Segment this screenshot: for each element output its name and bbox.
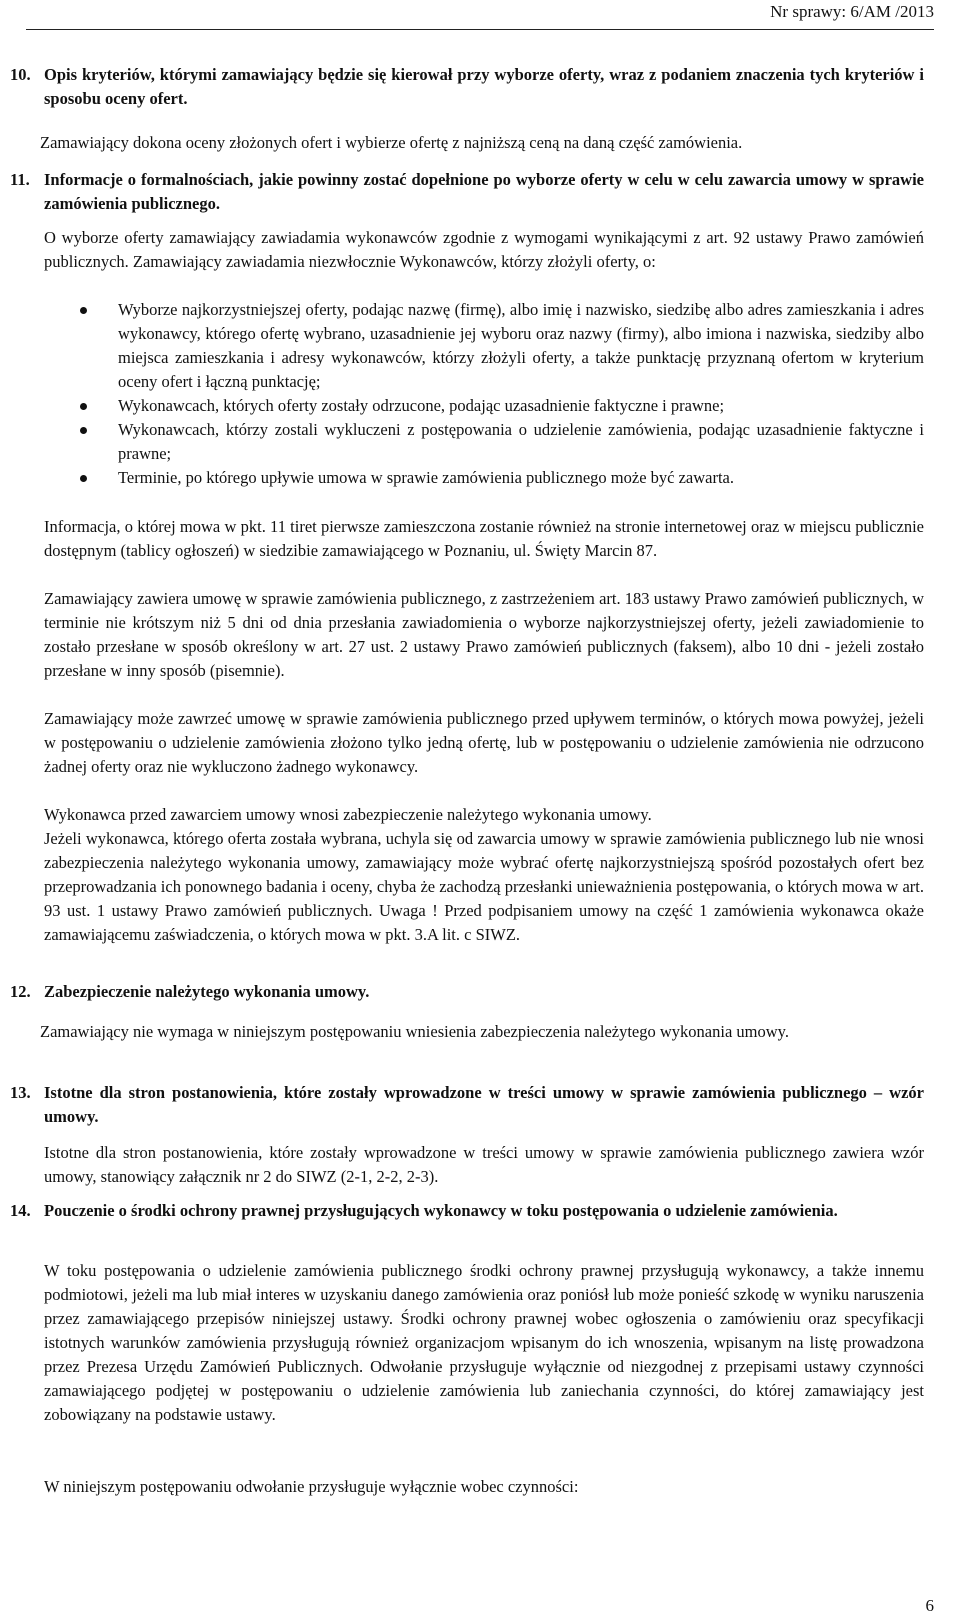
section-11-intro: O wyborze oferty zamawiający zawiadamia wykonawców zgodnie z wymogami wynikającymi z art. 92 ustawy Prawo zamówień publicznych. Zamawiający zawiadamia niezwłocznie Wykonawców, którzy złożyli oferty, o: (44, 228, 924, 271)
header-rule (26, 29, 934, 30)
section-11-paragraph-1: Informacja, o której mowa w pkt. 11 tiret pierwsze zamieszczona zostanie również na stronie internetowej oraz w miejscu publicznie dostępnym (tablicy ogłoszeń) w siedzibie zamawiającego w Poznaniu, ul. Święty Marcin 87. (44, 517, 924, 560)
section-11-paragraph-5: Jeżeli wykonawca, którego oferta została wybrana, uchyla się od zawarcia umowy w sprawie zamówienia publicznego lub nie wnosi zabezpieczenia należytego wykonania umowy, zamawiający może wybrać ofertę najkorzystniejszą spośród pozostałych ofert bez przeprowadzania ich ponownego badania i oceny, chyba że zachodzą przesłanki unieważnienia postępowania, o których mowa w art. 93 ust. 1 ustawy Prawo zamówień publicznych. Uwaga ! Przed podpisaniem umowy na część 1 zamówienia wykonawca okaże zamawiającemu zaświadczenia, o których mowa w pkt. 3.A lit. c SIWZ. (44, 829, 924, 944)
list-item: Terminie, po którego upływie umowa w sprawie zamówienia publicznego może być zawarta. (40, 466, 924, 490)
section-11-paragraph-4: Wykonawca przed zawarciem umowy wnosi zabezpieczenie należytego wykonania umowy. (44, 805, 652, 824)
section-11-paragraph-2: Zamawiający zawiera umowę w sprawie zamówienia publicznego, z zastrzeżeniem art. 183 ustawy Prawo zamówień publicznych, w terminie nie krótszym niż 5 dni od dnia przesłania zawiadomienia o wyborze najkorzystniejszej oferty, jeżeli zawiadomienie to zostało przesłane w sposób określony w art. 27 ust. 2 ustawy Prawo zamówień publicznych (faksem), albo 10 dni - jeżeli zostało przesłane w inny sposób (pisemnie). (44, 589, 924, 680)
section-14-title: Pouczenie o środki ochrony prawnej przysługujących wykonawcy w toku postępowania o udzielenie zamówienia. (44, 1201, 838, 1220)
section-12-number: 12. (10, 982, 31, 1001)
list-item: Wykonawcach, których oferty zostały odrzucone, podając uzasadnienie faktyczne i prawne; (40, 394, 924, 418)
notification-list (40, 298, 924, 490)
section-10-title: Opis kryteriów, którymi zamawiający będzie się kierował przy wyborze oferty, wraz z podaniem znaczenia tych kryteriów i sposobu oceny ofert. (44, 65, 924, 108)
case-number-header: Nr sprawy: 6/AM /2013 (770, 2, 934, 21)
list-item: Wyborze najkorzystniejszej oferty, podając nazwę (firmę), albo imię i nazwisko, siedzibę albo adres zamieszkania i adres wykonawcy, którego ofertę wybrano, uzasadnienie jej wyboru oraz nazwy (firmy), albo imiona i nazwiska, siedziby albo miejsca zamieszkania i adresy wykonawców, którzy złożyli oferty, a także punktację przyznaną ofertom w kryterium oceny ofert i łączną punktację; (40, 298, 924, 394)
section-11-title: Informacje o formalnościach, jakie powinny zostać dopełnione po wyborze oferty w celu w celu zawarcia umowy w sprawie zamówienia publicznego. (44, 170, 924, 213)
section-13-body: Istotne dla stron postanowienia, które zostały wprowadzone w treści umowy w sprawie zamówienia publicznego zawiera wzór umowy, stanowiący załącznik nr 2 do SIWZ (2-1, 2-2, 2-3). (44, 1143, 924, 1186)
section-11-paragraph-3: Zamawiający może zawrzeć umowę w sprawie zamówienia publicznego przed upływem terminów, o których mowa powyżej, jeżeli w postępowaniu o udzielenie zamówienia złożono tylko jedną ofertę, lub w postępowaniu o udzielenie zamówienia nie odrzucono żadnej oferty oraz nie wykluczono żadnego wykonawcy. (44, 709, 924, 776)
section-14-number: 14. (10, 1201, 31, 1220)
page-number: 6 (925, 1596, 934, 1615)
section-10-body: Zamawiający dokona oceny złożonych ofert i wybierze ofertę z najniższą ceną na daną część zamówienia. (40, 133, 743, 152)
section-12-title: Zabezpieczenie należytego wykonania umowy. (44, 982, 370, 1001)
section-12-body: Zamawiający nie wymaga w niniejszym postępowaniu wniesienia zabezpieczenia należytego wykonania umowy. (40, 1022, 789, 1041)
section-11-number: 11. (10, 170, 30, 189)
section-14-body: W toku postępowania o udzielenie zamówienia publicznego środki ochrony prawnej przysługują wykonawcy, a także innemu podmiotowi, jeżeli ma lub miał interes w uzyskaniu danego zamówienia oraz poniósł lub może ponieść szkodę w wyniku naruszenia przez zamawiającego przepisów niniejszej ustawy. Środki ochrony prawnej wobec ogłoszenia o zamówieniu oraz specyfikacji istotnych warunków zamówienia przysługują również organizacjom wpisanym do ich wnoszenia, wpisanym na listę prowadzona przez Prezesa Urzędu Zamówień Publicznych. Odwołanie przysługuje wyłącznie od niezgodnej z przepisami ustawy czynności zamawiającego podjętej w postępowaniu o udzielenie zamówienia lub zaniechania czynności, do której zamawiający jest zobowiązany na podstawie ustawy. (44, 1261, 924, 1424)
list-item: Wykonawcach, którzy zostali wykluczeni z postępowania o udzielenie zamówienia, podając uzasadnienie faktyczne i prawne; (40, 418, 924, 466)
section-13-number: 13. (10, 1083, 31, 1102)
section-13-title: Istotne dla stron postanowienia, które zostały wprowadzone w treści umowy w sprawie zamówienia publicznego – wzór umowy. (44, 1083, 924, 1126)
section-10-number: 10. (10, 65, 31, 84)
section-14-last-line: W niniejszym postępowaniu odwołanie przysługuje wyłącznie wobec czynności: (44, 1477, 579, 1496)
